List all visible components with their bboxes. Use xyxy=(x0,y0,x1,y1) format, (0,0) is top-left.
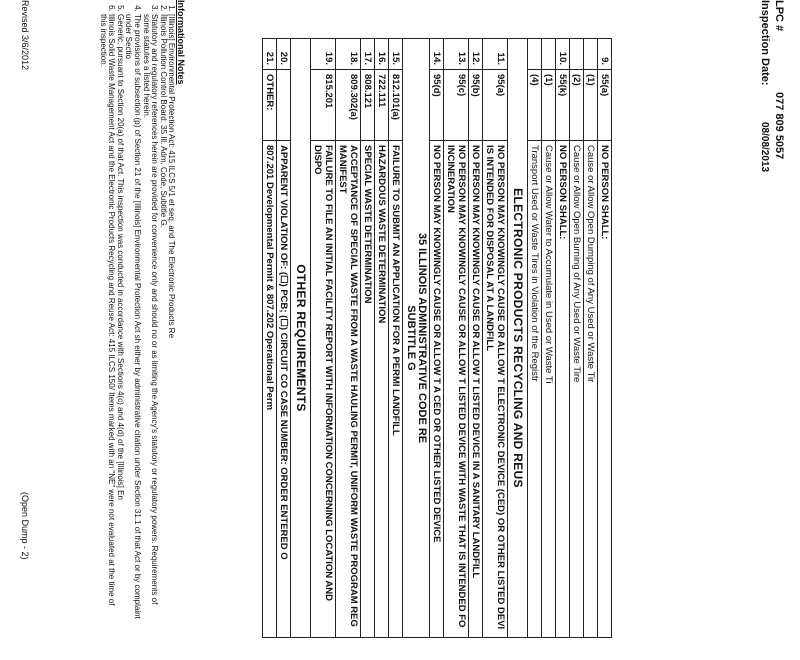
notes-title: Informational Notes xyxy=(176,0,186,85)
row-description: NO PERSON SHALL: xyxy=(556,141,570,638)
table-row xyxy=(469,39,483,638)
row-description: NO PERSON MAY KNOWINGLY CAUSE OR ALLOW T ELECTRONIC DEVICE (CED) OR OTHER LISTED DEVI IS INTENDED FOR DISPOSAL AT A LANDFILL xyxy=(483,141,508,638)
row-citation: 55(k) xyxy=(556,70,570,141)
row-description: FAILURE TO FILE AN INITIAL FACILITY REPORT WITH INFORMATION CONCERNING LOCATION AND DISPO xyxy=(311,141,336,638)
section-header-row xyxy=(291,39,311,638)
table-row xyxy=(598,39,612,638)
row-number: 9. xyxy=(598,39,612,70)
note-item: 5. Generic, pursuant to Section 20(a) of that Act. This inspection was conducted in accordance with Sections 4(c) and 4(d) of the [Illinois] En xyxy=(115,14,124,620)
row-citation xyxy=(277,70,291,141)
table-row xyxy=(389,39,403,638)
notes-list xyxy=(98,0,175,620)
row-description: NO PERSON SHALL: xyxy=(598,141,612,638)
informational-notes xyxy=(98,0,185,620)
table-row xyxy=(361,39,375,638)
row-number: 17. xyxy=(361,39,375,70)
row-description: Cause or Allow Water to Accumulate in Used or Waste Ti xyxy=(542,141,556,638)
table-row xyxy=(483,39,508,638)
inspection-date-label: Inspection Date: xyxy=(759,0,771,86)
row-description: NO PERSON MAY KNOWINGLY CAUSE OR ALLOW T LISTED DEVICE IN A SANITARY LANDFILL xyxy=(469,141,483,638)
table-row xyxy=(277,39,291,638)
row-citation: 95(d) xyxy=(430,70,444,141)
row-number xyxy=(570,39,584,70)
row-number xyxy=(542,39,556,70)
row-citation: 815.201 xyxy=(311,70,336,141)
row-citation: 95(c) xyxy=(444,70,469,141)
electronic-device-rows xyxy=(430,39,508,638)
row-citation: 812.101(a) xyxy=(389,70,403,141)
row-citation: (1) xyxy=(584,70,598,141)
admin-code-rows xyxy=(311,39,403,638)
row-citation: 722.111 xyxy=(375,70,389,141)
table-row xyxy=(263,39,277,638)
row-number: 14. xyxy=(430,39,444,70)
table-row xyxy=(375,39,389,638)
table-row xyxy=(556,39,570,638)
row-citation: (2) xyxy=(570,70,584,141)
row-description: HAZARDOUS WASTE DETERMINATION xyxy=(375,141,389,638)
row-description: APPARENT VIOLATION OF: (☐) PCB; (☐) CIRCUIT CO CASE NUMBER: ORDER ENTERED O xyxy=(277,141,291,638)
table-row xyxy=(528,39,542,638)
table-row xyxy=(542,39,556,638)
row-description: SPECIAL WASTE DETERMINATION xyxy=(361,141,375,638)
row-description: Cause or Allow Open Burning of Any Used or Waste Tire xyxy=(570,141,584,638)
table-row xyxy=(584,39,598,638)
section-title-2: 35 ILLINOIS ADMINISTRATIVE CODE RE xyxy=(416,232,428,444)
lpc-label: LPC # xyxy=(773,0,785,32)
row-description: NO PERSON MAY KNOWINGLY CAUSE OR ALLOW T A CED OR OTHER LISTED DEVICE xyxy=(430,141,444,638)
row-number: 15. xyxy=(389,39,403,70)
note-item: 1. [Illinois] Environmental Protection Act: 415 ILCS 5/1 et seq. and The Electronic Products Re xyxy=(167,14,176,620)
section-subtitle-2: SUBTITLE G xyxy=(405,305,417,371)
page-label: (Open Dump - 2) xyxy=(20,492,30,560)
row-number: 13. xyxy=(444,39,469,70)
row-number: 11. xyxy=(483,39,508,70)
row-citation: 809.302(a) xyxy=(336,70,361,141)
row-description: NO PERSON MAY KNOWINGLY CAUSE OR ALLOW T LISTED DEVICE WITH WASTE THAT IS INTENDED FO INCINERATION xyxy=(444,141,469,638)
tire-rows xyxy=(528,39,612,638)
row-number xyxy=(584,39,598,70)
row-number: 20. xyxy=(277,39,291,70)
revised-date: Revised 3/6/2012 xyxy=(20,0,30,71)
document-header xyxy=(757,0,786,172)
table-row xyxy=(311,39,336,638)
section-title-3: OTHER REQUIREMENTS xyxy=(291,39,311,638)
table-row xyxy=(430,39,444,638)
row-number xyxy=(528,39,542,70)
page-footer xyxy=(20,0,30,660)
row-description: 807.201 Developmental Permit & 807.202 Operational Perm xyxy=(263,141,277,638)
table-row xyxy=(336,39,361,638)
row-citation: 55(a) xyxy=(598,70,612,141)
checklist-table xyxy=(262,38,612,638)
row-citation: 95(a) xyxy=(483,70,508,141)
row-number: 16. xyxy=(375,39,389,70)
note-item: 6. Illinois Solid Waste Management Act and the Electronic Products Recycling and Reuse Act: 415 ILCS 150/ Items marked with an "NE" were not evaluated at the time of this inspection. xyxy=(98,14,115,620)
row-description: Cause or Allow Open Dumping of Any Used or Waste Tir xyxy=(584,141,598,638)
row-number: 19. xyxy=(311,39,336,70)
table-row xyxy=(570,39,584,638)
row-citation: OTHER: xyxy=(263,70,277,141)
note-item: 3. Statutory and regulatory references herein are provided for convenience only and should no or as limiting the Agency's statutory or regulatory powers. Requirements of some statutes a listed herein. xyxy=(141,14,158,620)
row-description: ACCEPTANCE OF SPECIAL WASTE FROM A WASTE HAULING PERMIT, UNIFORM WASTE PROGRAM REG MANIFEST xyxy=(336,141,361,638)
row-citation: (1) xyxy=(542,70,556,141)
note-item: 2. Illinois Pollution Control Board: 35 Ill. Adm. Code, Subtitle G. xyxy=(158,14,167,620)
row-description: FAILURE TO SUBMIT AN APPLICATION FOR A PERMI LANDFILL xyxy=(389,141,403,638)
row-number: 21. xyxy=(263,39,277,70)
section-header-row xyxy=(508,39,528,638)
row-description: Transport Used or Waste Tires in Violation of the Registr xyxy=(528,141,542,638)
row-number: 18. xyxy=(336,39,361,70)
row-citation: 808.121 xyxy=(361,70,375,141)
note-item: 4. The provisions of subsection (p) of Section 21 of the [Illinois] Environmental Protection Act sh either by administrative citation under Section 31.1 of that Act or by complaint under Sectio xyxy=(124,14,141,620)
row-citation: 95(b) xyxy=(469,70,483,141)
row-number: 10. xyxy=(556,39,570,70)
lpc-number: 077 809 5057 xyxy=(773,92,785,160)
other-requirement-rows xyxy=(263,39,291,638)
inspection-date: 08/08/2013 xyxy=(759,122,770,173)
section-title: ELECTRONIC PRODUCTS RECYCLING AND REUS xyxy=(508,39,528,638)
row-citation: (4) xyxy=(528,70,542,141)
table-row xyxy=(444,39,469,638)
row-number: 12. xyxy=(469,39,483,70)
section-header-row xyxy=(403,39,430,638)
